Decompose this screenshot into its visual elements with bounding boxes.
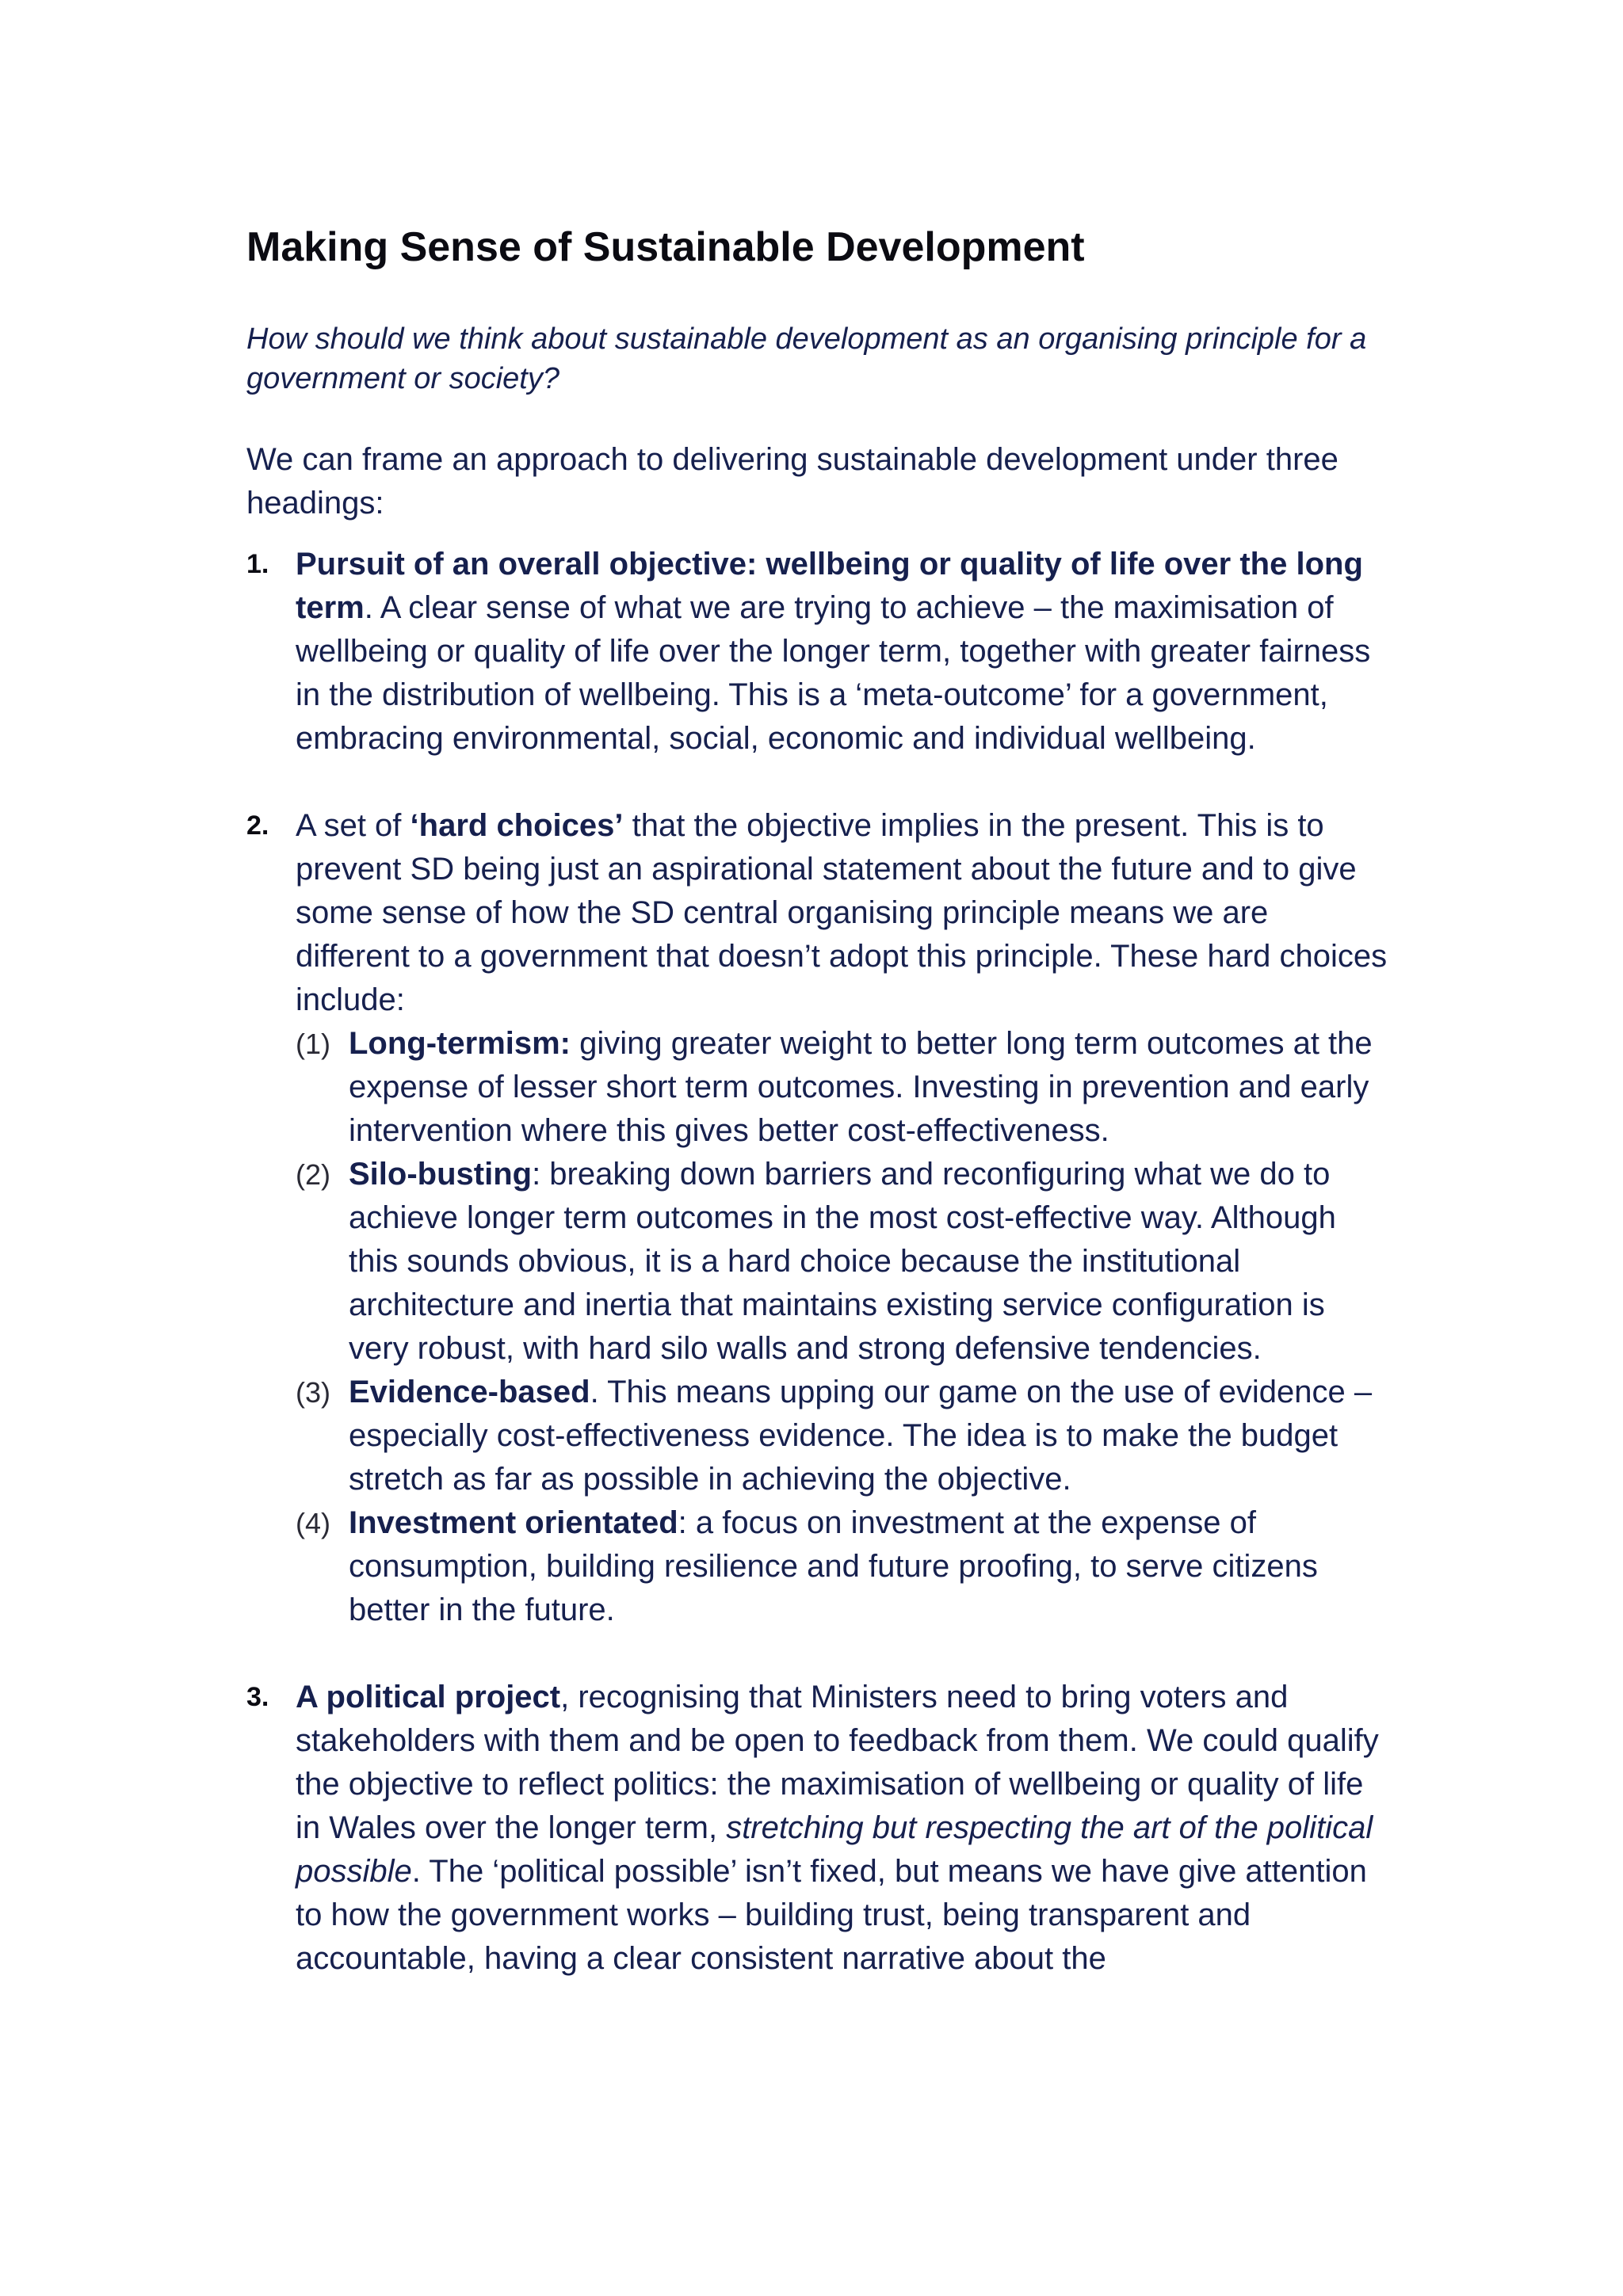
sublist-number: (1) xyxy=(296,1028,330,1060)
list-item-3 xyxy=(246,1676,1388,1981)
list-item-2 xyxy=(246,804,1388,1632)
item-heading: A political project xyxy=(296,1680,561,1714)
document-body xyxy=(246,222,1388,2024)
item-text: that the objective implies in the present. This is to prevent SD being just an aspirational statement about the future and to give some sense of how the SD central organising principle means we are different to a government that doesn’t adopt this principle. These hard choices include: xyxy=(296,808,1388,1017)
subitem-text: . This means upping our game on the use of evidence – especially cost-effectiveness evidence. The idea is to make the budget stretch as far as possible in achieving the objective. xyxy=(349,1375,1373,1497)
sublist-item-1 xyxy=(296,1022,1388,1153)
document-subtitle: How should we think about sustainable development as an organising principle for a government or society? xyxy=(246,322,1367,395)
list-number: 1. xyxy=(246,549,269,579)
list-number: 3. xyxy=(246,1682,269,1712)
item-heading: ‘hard choices’ xyxy=(410,808,624,843)
sublist-number: (2) xyxy=(296,1158,330,1191)
sublist-item-2 xyxy=(296,1153,1388,1371)
subitem-heading: Silo-busting xyxy=(349,1157,533,1192)
sublist-number: (4) xyxy=(296,1507,330,1539)
list-item-1 xyxy=(246,543,1388,761)
subitem-heading: Evidence-based xyxy=(349,1375,590,1409)
item-italic-text: stretching but respecting the art of the political possible xyxy=(296,1810,1373,1889)
subitem-heading: Investment orientated xyxy=(349,1505,678,1540)
item-text-continued: . The ‘political possible’ isn’t fixed, but means we have give attention to how the government works – building trust, being transparent and accountable, having a clear consistent narrative about the xyxy=(296,1854,1367,1976)
item-text-prefix: A set of xyxy=(296,808,411,843)
intro-paragraph: We can frame an approach to delivering sustainable development under three headings: xyxy=(246,442,1338,521)
subitem-heading: Long-termism: xyxy=(349,1026,571,1061)
item-heading: Pursuit of an overall objective: wellbeing or quality of life over the long term xyxy=(296,547,1363,625)
subitem-text: : breaking down barriers and reconfiguring what we do to achieve longer term outcomes in the most cost-effective way. Although this sounds obvious, it is a hard choice because the institutional architecture and inertia that maintains existing service configuration is very robust, with hard silo walls and strong defensive tendencies. xyxy=(349,1157,1336,1366)
sublist-number: (3) xyxy=(296,1376,330,1409)
document-title: Making Sense of Sustainable Development xyxy=(246,224,1085,270)
item-text: , recognising that Ministers need to bring voters and stakeholders with them and be open to feedback from them. We could qualify the objective to reflect politics: the maximisation of wellbeing or quality of life in Wales over the longer term, xyxy=(296,1680,1379,1845)
sublist-item-3 xyxy=(296,1371,1388,1501)
headings-list xyxy=(246,543,1388,1981)
subitem-text: : a focus on investment at the expense of consumption, building resilience and future proofing, to serve citizens better in the future. xyxy=(349,1505,1318,1627)
list-number: 2. xyxy=(246,810,269,841)
sublist-item-4 xyxy=(296,1501,1388,1632)
hard-choices-list xyxy=(296,1022,1388,1632)
subitem-text: giving greater weight to better long term outcomes at the expense of lesser short term outcomes. Investing in prevention and early intervention where this gives better cost-effectiveness. xyxy=(349,1026,1373,1148)
item-text: . A clear sense of what we are trying to achieve – the maximisation of wellbeing or quality of life over the longer term, together with greater fairness in the distribution of wellbeing. This is a ‘meta-outcome’ for a government, embracing environmental, social, economic and individual wellbeing. xyxy=(296,590,1371,756)
